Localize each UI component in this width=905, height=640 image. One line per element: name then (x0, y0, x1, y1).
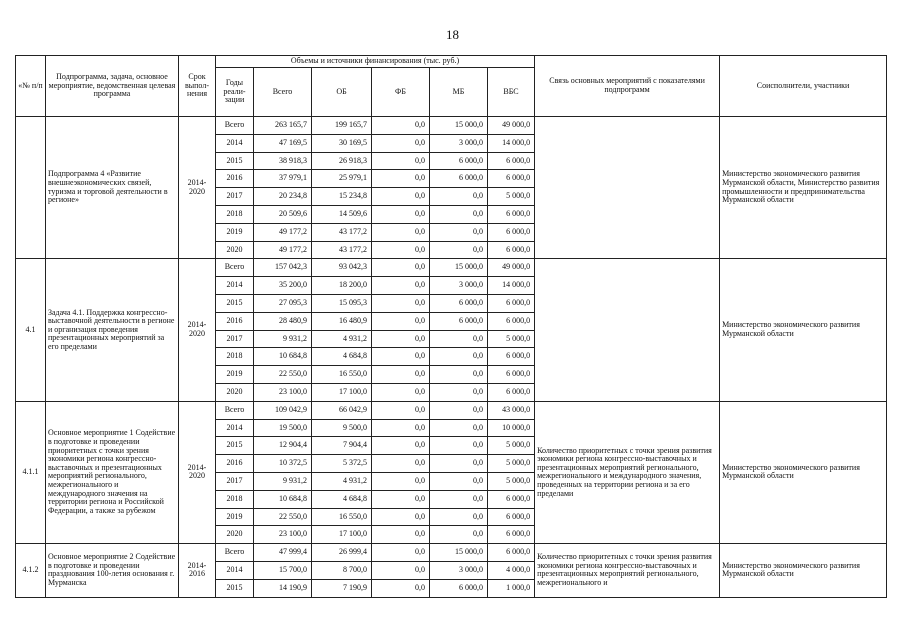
cell-total: 10 684,8 (254, 490, 312, 508)
cell-total: 109 042,9 (254, 401, 312, 419)
cell-fb: 0,0 (372, 508, 430, 526)
page-number: 18 (446, 27, 459, 42)
cell-fb: 0,0 (372, 366, 430, 384)
cell-vbs: 6 000,0 (488, 170, 535, 188)
cell-total: 20 234,8 (254, 188, 312, 206)
cell-ob: 43 177,2 (312, 241, 372, 259)
cell-ob: 7 904,4 (312, 437, 372, 455)
cell-total: 263 165,7 (254, 117, 312, 135)
header-row-1 (16, 56, 887, 68)
cell-vbs: 6 000,0 (488, 312, 535, 330)
row-coexecutors: Министерство экономического развития Мурманской области (720, 544, 887, 597)
cell-ob: 93 042,3 (312, 259, 372, 277)
cell-vbs: 6 000,0 (488, 508, 535, 526)
cell-fb: 0,0 (372, 401, 430, 419)
cell-year: 2014 (216, 134, 254, 152)
cell-mb: 0,0 (430, 205, 488, 223)
cell-vbs: 6 000,0 (488, 205, 535, 223)
cell-total: 12 904,4 (254, 437, 312, 455)
cell-year: 2020 (216, 526, 254, 544)
cell-fb: 0,0 (372, 437, 430, 455)
cell-year: 2019 (216, 223, 254, 241)
cell-total: 49 177,2 (254, 223, 312, 241)
cell-mb: 3 000,0 (430, 561, 488, 579)
row-name: Основное мероприятие 1 Содействие в подготовке и проведении приоритетных с точки зрения экономики региона конгрессно-выставочных и презентационных мероприятий регионального, межрегионального и международного значения на территории региона и Российской Федерации, а также за рубежом (46, 401, 179, 543)
cell-total: 27 095,3 (254, 294, 312, 312)
cell-fb: 0,0 (372, 312, 430, 330)
cell-ob: 25 979,1 (312, 170, 372, 188)
cell-ob: 15 234,8 (312, 188, 372, 206)
cell-fb: 0,0 (372, 117, 430, 135)
cell-year: Всего (216, 544, 254, 562)
cell-vbs: 6 000,0 (488, 241, 535, 259)
cell-year: 2018 (216, 348, 254, 366)
cell-vbs: 43 000,0 (488, 401, 535, 419)
cell-vbs: 6 000,0 (488, 526, 535, 544)
cell-mb: 0,0 (430, 348, 488, 366)
cell-vbs: 6 000,0 (488, 348, 535, 366)
cell-fb: 0,0 (372, 170, 430, 188)
cell-ob: 43 177,2 (312, 223, 372, 241)
row-link-indicators (535, 259, 720, 401)
cell-fb: 0,0 (372, 223, 430, 241)
cell-mb: 0,0 (430, 419, 488, 437)
cell-year: 2017 (216, 472, 254, 490)
cell-year: 2017 (216, 330, 254, 348)
cell-year: 2015 (216, 152, 254, 170)
cell-fb: 0,0 (372, 348, 430, 366)
cell-year: 2016 (216, 455, 254, 473)
cell-year: 2015 (216, 579, 254, 597)
cell-mb: 0,0 (430, 455, 488, 473)
cell-total: 38 918,3 (254, 152, 312, 170)
cell-fb: 0,0 (372, 419, 430, 437)
cell-ob: 4 931,2 (312, 472, 372, 490)
col-header-financing: Объемы и источники финансирования (тыс. руб.) (216, 56, 535, 68)
cell-vbs: 5 000,0 (488, 455, 535, 473)
row-link-indicators: Количество приоритетных с точки зрения развития экономики региона конгрессно-выставочных и презентационных мероприятий регионального, межрегионального и международного значения, проведенных на территории региона и за его пределами (535, 401, 720, 543)
cell-fb: 0,0 (372, 561, 430, 579)
cell-year: 2018 (216, 205, 254, 223)
cell-year: 2019 (216, 366, 254, 384)
cell-vbs: 6 000,0 (488, 294, 535, 312)
cell-year: 2014 (216, 277, 254, 295)
cell-fb: 0,0 (372, 455, 430, 473)
table-row (16, 259, 887, 277)
row-number: 4.1 (16, 259, 46, 401)
cell-total: 22 550,0 (254, 366, 312, 384)
cell-total: 37 979,1 (254, 170, 312, 188)
row-number (16, 117, 46, 259)
cell-fb: 0,0 (372, 383, 430, 401)
col-header-subprogram: Подпрограмма, задача, основное мероприятие, ведомственная целевая программа (46, 56, 179, 117)
cell-ob: 16 480,9 (312, 312, 372, 330)
cell-year: 2015 (216, 294, 254, 312)
cell-mb: 6 000,0 (430, 579, 488, 597)
col-header-term: Срок выпол-нения (179, 56, 216, 117)
cell-vbs: 5 000,0 (488, 330, 535, 348)
cell-year: 2016 (216, 312, 254, 330)
row-term: 2014-2020 (179, 401, 216, 543)
financing-table (15, 55, 887, 598)
cell-vbs: 49 000,0 (488, 259, 535, 277)
cell-year: Всего (216, 117, 254, 135)
cell-total: 20 509,6 (254, 205, 312, 223)
cell-fb: 0,0 (372, 526, 430, 544)
row-term: 2014-2016 (179, 544, 216, 597)
cell-vbs: 6 000,0 (488, 383, 535, 401)
table-row (16, 401, 887, 419)
cell-year: 2015 (216, 437, 254, 455)
cell-mb: 0,0 (430, 490, 488, 508)
cell-ob: 15 095,3 (312, 294, 372, 312)
col-header-vbs: ВБС (488, 68, 535, 117)
cell-vbs: 5 000,0 (488, 188, 535, 206)
cell-total: 28 480,9 (254, 312, 312, 330)
col-header-years: Годы реали-зации (216, 68, 254, 117)
cell-ob: 26 999,4 (312, 544, 372, 562)
cell-mb: 0,0 (430, 401, 488, 419)
cell-total: 49 177,2 (254, 241, 312, 259)
col-header-ob: ОБ (312, 68, 372, 117)
row-term: 2014-2020 (179, 259, 216, 401)
cell-vbs: 5 000,0 (488, 472, 535, 490)
cell-total: 10 684,8 (254, 348, 312, 366)
cell-vbs: 49 000,0 (488, 117, 535, 135)
cell-ob: 18 200,0 (312, 277, 372, 295)
cell-total: 22 550,0 (254, 508, 312, 526)
cell-fb: 0,0 (372, 490, 430, 508)
row-name: Основное мероприятие 2 Содействие в подготовке и проведении празднования 100-летия основания г. Мурманска (46, 544, 179, 597)
cell-vbs: 6 000,0 (488, 544, 535, 562)
cell-total: 157 042,3 (254, 259, 312, 277)
cell-mb: 0,0 (430, 366, 488, 384)
cell-fb: 0,0 (372, 294, 430, 312)
cell-fb: 0,0 (372, 205, 430, 223)
cell-total: 23 100,0 (254, 383, 312, 401)
cell-mb: 6 000,0 (430, 152, 488, 170)
col-header-link: Связь основных мероприятий с показателями подпрограмм (535, 56, 720, 117)
cell-vbs: 6 000,0 (488, 223, 535, 241)
cell-mb: 0,0 (430, 508, 488, 526)
cell-total: 47 169,5 (254, 134, 312, 152)
row-term: 2014-2020 (179, 117, 216, 259)
cell-year: 2014 (216, 561, 254, 579)
cell-fb: 0,0 (372, 134, 430, 152)
cell-year: 2020 (216, 241, 254, 259)
cell-vbs: 6 000,0 (488, 366, 535, 384)
cell-fb: 0,0 (372, 330, 430, 348)
cell-fb: 0,0 (372, 579, 430, 597)
cell-ob: 30 169,5 (312, 134, 372, 152)
cell-ob: 199 165,7 (312, 117, 372, 135)
cell-mb: 3 000,0 (430, 134, 488, 152)
col-header-number: «№ п/п (16, 56, 46, 117)
cell-mb: 0,0 (430, 330, 488, 348)
cell-mb: 6 000,0 (430, 170, 488, 188)
cell-total: 9 931,2 (254, 330, 312, 348)
cell-vbs: 14 000,0 (488, 134, 535, 152)
cell-year: 2014 (216, 419, 254, 437)
row-coexecutors: Министерство экономического развития Мурманской области (720, 401, 887, 543)
cell-fb: 0,0 (372, 277, 430, 295)
cell-ob: 8 700,0 (312, 561, 372, 579)
cell-vbs: 6 000,0 (488, 152, 535, 170)
cell-vbs: 6 000,0 (488, 490, 535, 508)
cell-fb: 0,0 (372, 188, 430, 206)
cell-ob: 4 931,2 (312, 330, 372, 348)
col-header-coexecutors: Соисполнители, участники (720, 56, 887, 117)
cell-vbs: 14 000,0 (488, 277, 535, 295)
row-link-indicators: Количество приоритетных с точки зрения развития экономики региона конгрессно-выставочных и презентационных мероприятий регионального, межрегионального и (535, 544, 720, 597)
col-header-fb: ФБ (372, 68, 430, 117)
row-name: Подпрограмма 4 «Развитие внешнеэкономических связей, туризма и торговой деятельности в регионе» (46, 117, 179, 259)
cell-total: 23 100,0 (254, 526, 312, 544)
col-header-total: Всего (254, 68, 312, 117)
cell-year: Всего (216, 259, 254, 277)
row-link-indicators (535, 117, 720, 259)
table-row (16, 117, 887, 135)
row-number: 4.1.1 (16, 401, 46, 543)
cell-fb: 0,0 (372, 259, 430, 277)
cell-mb: 0,0 (430, 241, 488, 259)
cell-fb: 0,0 (372, 472, 430, 490)
cell-total: 35 200,0 (254, 277, 312, 295)
cell-year: Всего (216, 401, 254, 419)
table-row (16, 544, 887, 562)
cell-mb: 0,0 (430, 383, 488, 401)
cell-fb: 0,0 (372, 152, 430, 170)
row-coexecutors: Министерство экономического развития Мурманской области, Министерство развития промышленности и предпринимательства Мурманской области (720, 117, 887, 259)
cell-ob: 16 550,0 (312, 366, 372, 384)
cell-mb: 6 000,0 (430, 312, 488, 330)
cell-mb: 15 000,0 (430, 259, 488, 277)
cell-vbs: 4 000,0 (488, 561, 535, 579)
cell-mb: 3 000,0 (430, 277, 488, 295)
cell-mb: 0,0 (430, 526, 488, 544)
cell-total: 9 931,2 (254, 472, 312, 490)
cell-mb: 0,0 (430, 188, 488, 206)
cell-year: 2017 (216, 188, 254, 206)
cell-year: 2019 (216, 508, 254, 526)
cell-mb: 15 000,0 (430, 117, 488, 135)
row-coexecutors: Министерство экономического развития Мурманской области (720, 259, 887, 401)
cell-year: 2020 (216, 383, 254, 401)
cell-mb: 0,0 (430, 472, 488, 490)
cell-ob: 66 042,9 (312, 401, 372, 419)
col-header-mb: МБ (430, 68, 488, 117)
cell-ob: 5 372,5 (312, 455, 372, 473)
cell-year: 2018 (216, 490, 254, 508)
cell-total: 10 372,5 (254, 455, 312, 473)
cell-ob: 4 684,8 (312, 490, 372, 508)
cell-mb: 6 000,0 (430, 294, 488, 312)
cell-mb: 0,0 (430, 223, 488, 241)
cell-vbs: 1 000,0 (488, 579, 535, 597)
cell-fb: 0,0 (372, 544, 430, 562)
cell-mb: 0,0 (430, 437, 488, 455)
cell-vbs: 10 000,0 (488, 419, 535, 437)
cell-ob: 7 190,9 (312, 579, 372, 597)
row-number: 4.1.2 (16, 544, 46, 597)
cell-ob: 26 918,3 (312, 152, 372, 170)
cell-total: 15 700,0 (254, 561, 312, 579)
cell-mb: 15 000,0 (430, 544, 488, 562)
cell-ob: 16 550,0 (312, 508, 372, 526)
cell-total: 47 999,4 (254, 544, 312, 562)
cell-vbs: 5 000,0 (488, 437, 535, 455)
row-name: Задача 4.1. Поддержка конгрессно-выставочной деятельности в регионе и организация проведения презентационных мероприятий за его пределами (46, 259, 179, 401)
cell-total: 19 500,0 (254, 419, 312, 437)
cell-year: 2016 (216, 170, 254, 188)
cell-fb: 0,0 (372, 241, 430, 259)
cell-ob: 14 509,6 (312, 205, 372, 223)
cell-ob: 17 100,0 (312, 383, 372, 401)
cell-total: 14 190,9 (254, 579, 312, 597)
cell-ob: 9 500,0 (312, 419, 372, 437)
cell-ob: 17 100,0 (312, 526, 372, 544)
cell-ob: 4 684,8 (312, 348, 372, 366)
